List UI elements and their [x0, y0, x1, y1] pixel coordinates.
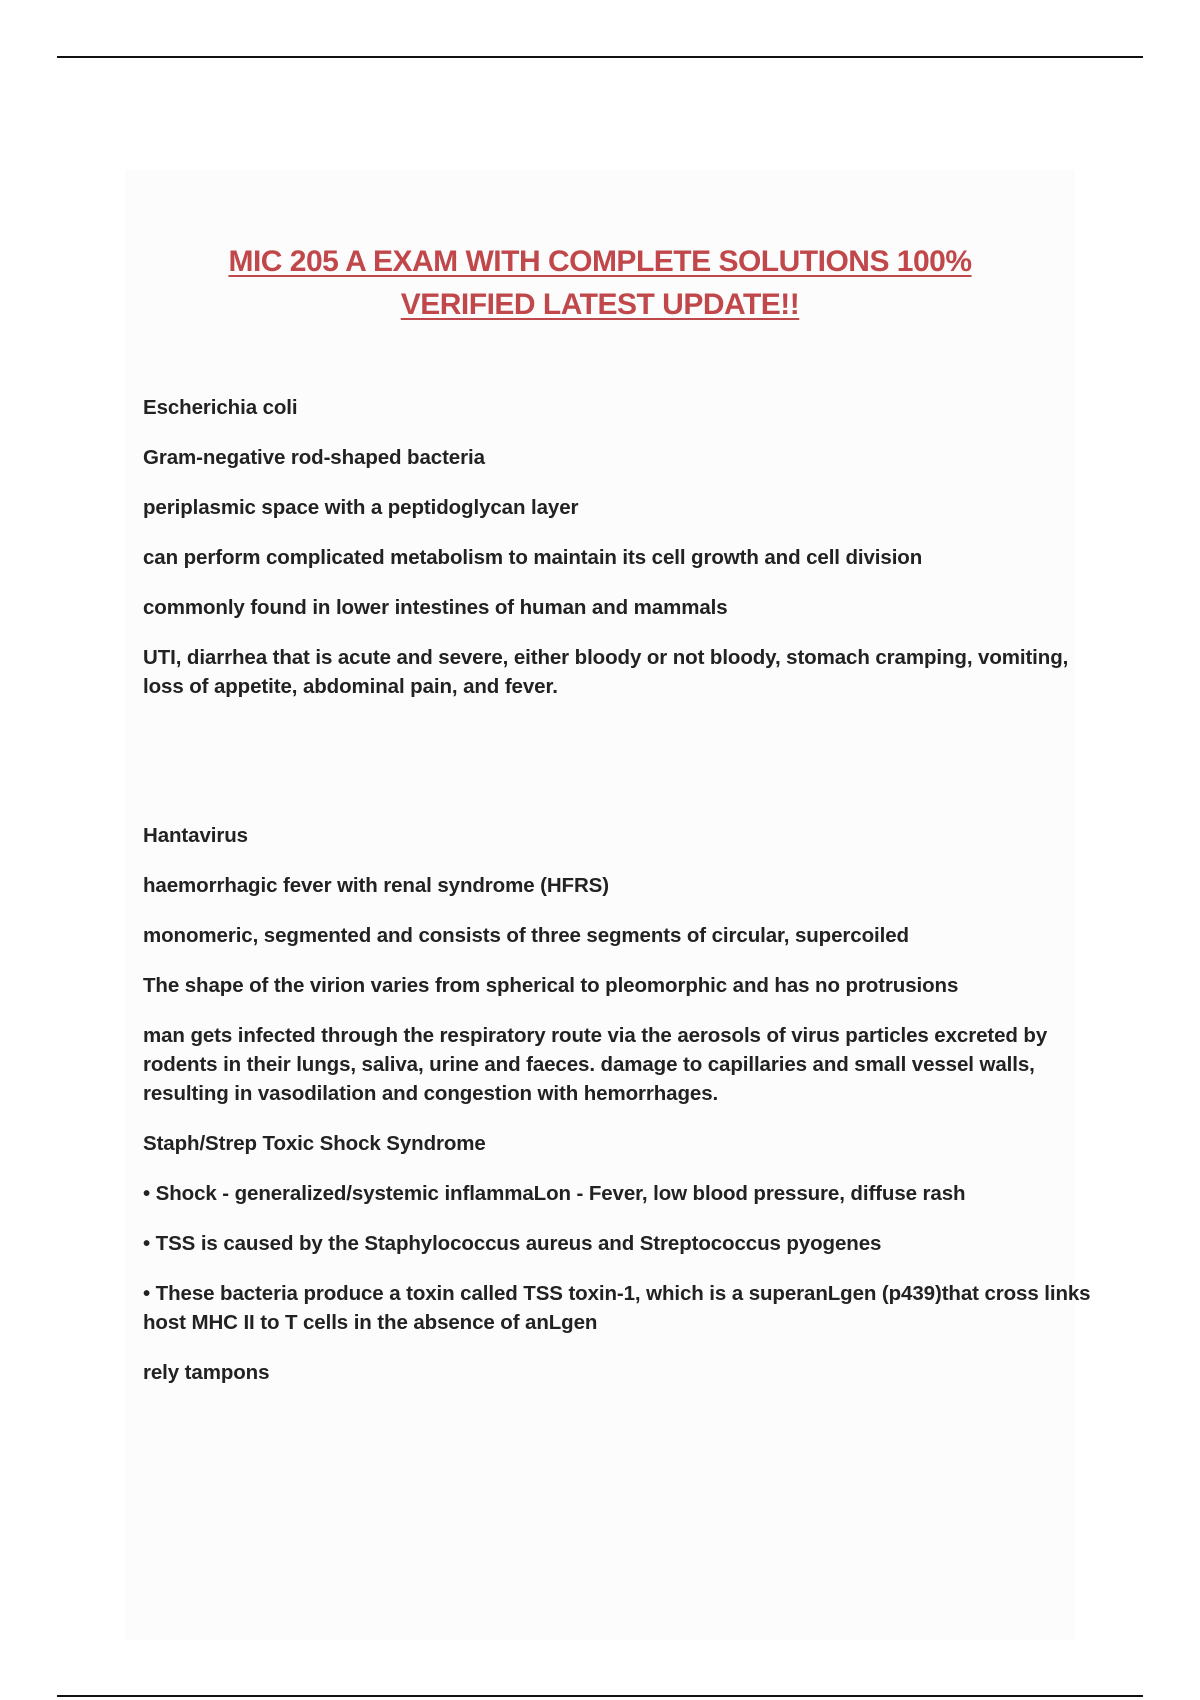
term-heading: Hantavirus [143, 824, 248, 847]
title-line-1: MIC 205 A EXAM WITH COMPLETE SOLUTIONS 100% [228, 245, 972, 278]
definition-paragraph: UTI, diarrhea that is acute and severe, either bloody or not bloody, stomach cramping, vomiting, loss of appetite, abdominal pain, and fever. [143, 646, 1069, 698]
section-spacer [143, 722, 1093, 821]
title-line-2: VERIFIED LATEST UPDATE!! [400, 288, 800, 321]
definition-paragraph: man gets infected through the respiratory route via the aerosols of virus particles excreted by rodents in their lungs, saliva, urine and faeces. damage to capillaries and small vessel walls, resulting in vasodilation and congestion with hemorrhages. [143, 1024, 1048, 1105]
document-title [100, 240, 1100, 326]
bullet-item: • Shock - generalized/systemic inflammaLon - Fever, low blood pressure, diffuse rash [143, 1182, 966, 1205]
definition-line: Gram-negative rod-shaped bacteria [143, 446, 485, 469]
term-heading: Staph/Strep Toxic Shock Syndrome [143, 1132, 486, 1155]
bullet-item: • TSS is caused by the Staphylococcus aureus and Streptococcus pyogenes [143, 1232, 882, 1255]
definition-line: monomeric, segmented and consists of three segments of circular, supercoiled [143, 924, 909, 947]
top-rule [57, 56, 1143, 58]
definition-line: can perform complicated metabolism to maintain its cell growth and cell division [143, 546, 923, 569]
definition-line: haemorrhagic fever with renal syndrome (HFRS) [143, 874, 609, 897]
bottom-rule [57, 1695, 1143, 1697]
term-heading: Escherichia coli [143, 396, 298, 419]
definition-line: The shape of the virion varies from spherical to pleomorphic and has no protrusions [143, 974, 959, 997]
definition-line: rely tampons [143, 1361, 270, 1384]
bullet-item: • These bacteria produce a toxin called TSS toxin-1, which is a superanLgen (p439)that cross links host MHC II to T cells in the absence of anLgen [143, 1282, 1091, 1334]
definition-line: commonly found in lower intestines of human and mammals [143, 596, 728, 619]
definition-line: periplasmic space with a peptidoglycan layer [143, 496, 579, 519]
document-content [143, 393, 1093, 1408]
